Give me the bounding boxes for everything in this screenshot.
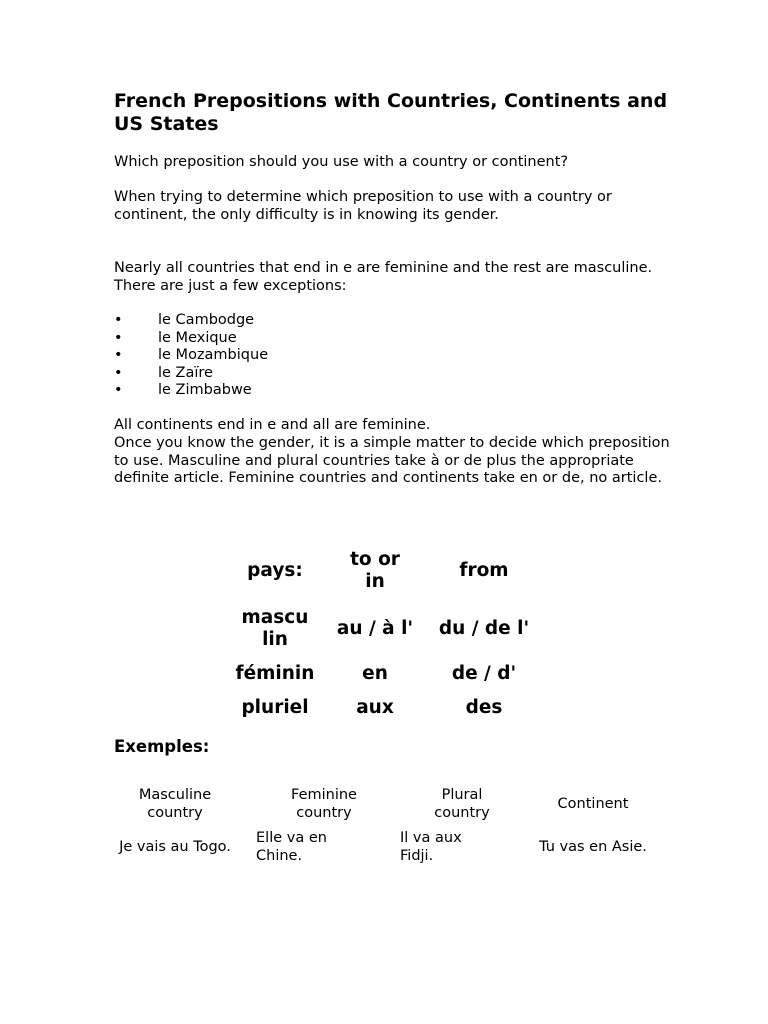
table-cell: Je vais au Togo. [119,839,231,856]
table-cell: Tu vas en Asie. [539,839,647,856]
list-item [114,330,268,348]
table-cell [225,602,325,656]
rule-paragraph: Nearly all countries that end in e are feminine and the rest are masculine. There are just a few exceptions: [114,260,653,294]
continents-paragraph: All continents end in e and all are feminine. [114,417,431,433]
table-cell: from [459,560,509,581]
gender-label: masculin [241,607,309,650]
column-header: Plural country [434,787,490,821]
list-item [114,312,268,330]
table-cell: au / à l' [336,618,414,639]
column-header: Masculine country [138,787,212,821]
table-cell: en [362,663,388,684]
list-item [114,347,268,365]
table-cell [400,786,524,824]
table-row [225,540,543,602]
exceptions-list [114,312,268,400]
examples-heading: Exemples: [114,737,210,756]
table-cell [248,824,400,872]
intro-paragraph: When trying to determine which preposition to use with a country or continent, the only difficulty is in knowing its gender. [114,189,612,223]
exception-text: le Zimbabwe [158,382,252,399]
table-cell: du / de l' [438,618,530,639]
bullet-icon: • [114,329,123,346]
question-paragraph: Which preposition should you use with a country or continent? [114,154,569,170]
table-cell [102,786,248,824]
exception-text: le Mexique [158,329,237,346]
list-item [114,382,268,400]
table-cell: aux [356,697,394,718]
exception-text: le Mozambique [158,347,269,364]
table-cell [400,824,524,872]
table-row [102,786,662,824]
preposition-table [225,540,543,724]
bullet-icon: • [114,364,123,381]
example-text: Il va aux Fidji. [400,830,462,864]
explanation-paragraph: Once you know the gender, it is a simple matter to decide which preposition to use. Masculine and plural countries take à or de plus the appropriate definite article. Feminine countries and continents take en or de, no article. [114,435,670,487]
to-or-in-header: to or in [350,549,400,592]
bullet-icon: • [114,312,123,328]
table-row [225,602,543,656]
table-cell: des [465,697,503,718]
table-row [225,692,543,724]
example-text: Elle va en Chine. [256,830,327,864]
table-cell: de / d' [451,663,517,684]
bullet-icon: • [114,347,123,364]
examples-table [102,786,662,872]
table-cell: Continent [557,796,629,813]
table-cell: pluriel [241,697,309,718]
bullet-icon: • [114,382,123,399]
exception-text: le Cambodge [158,312,255,328]
table-row [102,824,662,872]
table-cell: pays: [247,560,303,581]
list-item [114,365,268,383]
exception-text: le Zaïre [158,364,213,381]
column-header: Feminine country [291,787,357,821]
page-title: French Prepositions with Countries, Continents and US States [114,90,668,135]
table-row [225,656,543,692]
table-cell: féminin [235,663,315,684]
table-cell [248,786,400,824]
table-cell [325,540,425,602]
